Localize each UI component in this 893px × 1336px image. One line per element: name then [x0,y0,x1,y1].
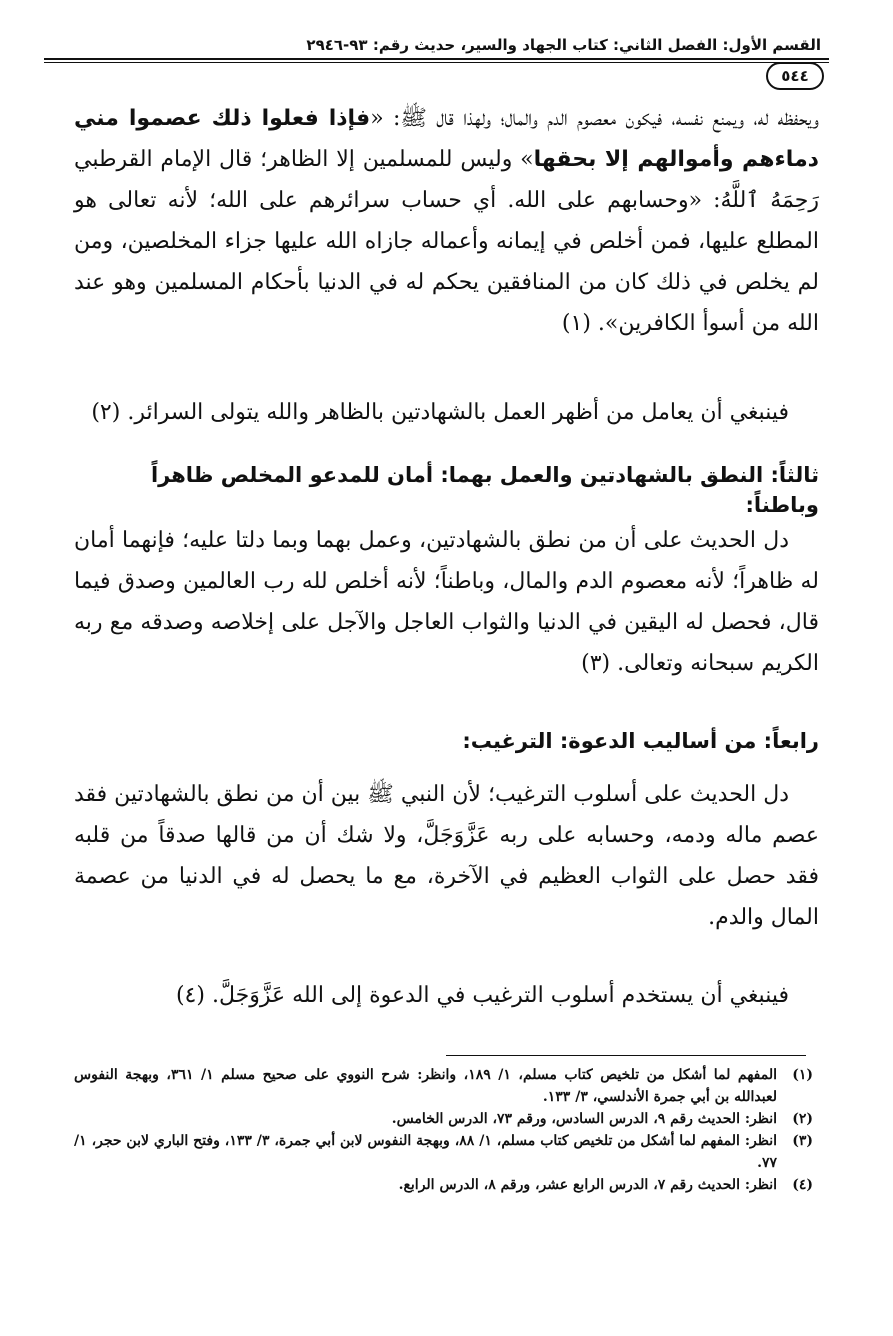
footnote-text: المفهم لما أشكل من تلخيص كتاب مسلم، ١/ ١٨٩، وانظر: شرح النووي على صحيح مسلم ١/ ٣٦١، وبهجة النفوس لعبدالله بن أبي جمرة الأندلسي، ٣/ ١٣٣. [74,1067,777,1105]
footnote-ref-4[interactable]: (٤) [175,983,205,1008]
paragraph-4-text: دل الحديث على أسلوب الترغيب؛ لأن النبي ﷺ بين أن من نطق بالشهادتين فقد عصم ماله ودمه، وحسابه على ربه عَزَّوَجَلَّ، ولا شك أن من قالها صدقاً من قلبه فقد حصل على الثواب العظيم في الآخرة، مع ما يحصل له في الدنيا من عصمة المال والدم. [74,782,819,930]
paragraph-2 [74,392,819,433]
paragraph-2-text: فينبغي أن يعامل من أظهر العمل بالشهادتين بالظاهر والله يتولى السرائر. [127,400,789,425]
footnote-ref-2[interactable]: (٢) [91,400,121,425]
footnotes [74,1064,813,1196]
paragraph-4 [74,774,819,938]
running-header: القسم الأول: الفصل الثاني: كتاب الجهاد والسير، حديث رقم: ٩٣-٢٩٤٦ [306,36,821,54]
section-heading-4: رابعاً: من أساليب الدعوة: الترغيب: [462,729,819,753]
footnote-ref-3[interactable]: (٣) [581,651,611,676]
hadith-quote: فإذا فعلوا ذلك عصموا مني دماءهم وأموالهم إلا بحقها [74,106,819,172]
paragraph-3-text: دل الحديث على أن من نطق بالشهادتين، وعمل بهما وبما دلتا عليه؛ فإنهما أمان له ظاهراً؛ لأنه معصوم الدم والمال، وباطناً؛ لأنه أخلص لله رب العالمين وصدق فيما قال، فحصل له اليقين في الدنيا والثواب العاجل والآجل على إخلاصه وصدقه مع ربه الكريم سبحانه وتعالى. [74,528,819,676]
footnote-number: (٤) [792,1177,813,1193]
footnote-number: (٣) [792,1133,813,1149]
header-rule-thin [44,62,829,63]
paragraph-5-text: فينبغي أن يستخدم أسلوب الترغيب في الدعوة إلى الله عَزَّوَجَلَّ. [211,983,789,1008]
footnote-item [74,1108,813,1130]
page-number: ٥٤٤ [766,62,824,90]
header-rule [44,58,829,60]
footnote-rule [446,1055,806,1056]
footnote-text: انظر: الحديث رقم ٩، الدرس السادس، ورقم ٧٣، الدرس الخامس. [391,1111,777,1127]
paragraph-1 [74,98,819,344]
footnote-number: (٢) [792,1111,813,1127]
paragraph-3 [74,520,819,684]
footnote-item [74,1130,813,1174]
paragraph-1-text-a: ويحفظه له، ويمنع نفسه، فيكون معصوم الدم والمال؛ ولهذا قال ﷺ: « [370,106,819,131]
footnote-text: انظر: الحديث رقم ٧، الدرس الرابع عشر، ورقم ٨، الدرس الرابع. [398,1177,777,1193]
footnote-item [74,1174,813,1196]
section-heading-3: ثالثاً: النطق بالشهادتين والعمل بهما: أمان للمدعو المخلص ظاهراً وباطناً: [150,463,819,517]
paragraph-1-text-b: » وليس للمسلمين إلا الظاهر؛ قال الإمام القرطبي رَحِمَهُ ٱللَّهُ: «وحسابهم على الله. أي حساب سرائرهم على الله؛ لأنه تعالى هو المطلع عليها، فمن أخلص في إيمانه وأعماله جازاه الله عليها جزاء المخلصين، ومن لم يخلص في ذلك كان من المنافقين يحكم له في الدنيا بأحكام المسلمين وهو عند الله من أسوأ الكافرين». [74,147,819,336]
footnote-number: (١) [792,1067,813,1083]
footnote-ref-1[interactable]: (١) [561,311,591,336]
paragraph-5 [74,975,819,1016]
footnote-text: انظر: المفهم لما أشكل من تلخيص كتاب مسلم، ١/ ٨٨، وبهجة النفوس لابن أبي جمرة، ٣/ ١٣٣، وفتح الباري لابن حجر، ١/ ٧٧. [74,1133,777,1171]
footnote-item [74,1064,813,1108]
